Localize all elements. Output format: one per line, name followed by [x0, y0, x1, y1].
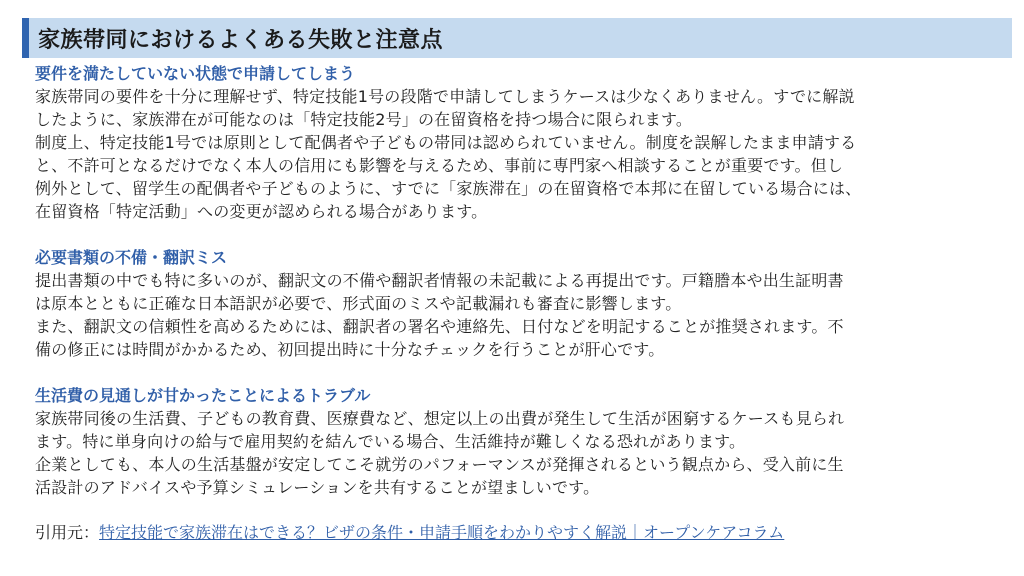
paragraph-line: 制度上、特定技能1号では原則として配偶者や子どもの帯同は認められていません。制度を誤解したまま申請する: [35, 133, 857, 152]
page-title: 家族帯同におけるよくある失敗と注意点: [38, 27, 444, 53]
paragraph-line: 備の修正には時間がかかるため、初回提出時に十分なチェックを行うことが肝心です。: [35, 340, 665, 359]
paragraph-line: 活設計のアドバイスや予算シミュレーションを共有することが望ましいです。: [35, 478, 600, 497]
paragraph-line: は原本とともに正確な日本語訳が必要で、形式面のミスや記載漏れも審査に影響します。: [35, 294, 682, 313]
paragraph-line: したように、家族滞在が可能なのは「特定技能2号」の在留資格を持つ場合に限られます。: [35, 110, 693, 129]
section-heading: 必要書類の不備・翻訳ミス: [35, 248, 228, 267]
paragraph-line: 在留資格「特定活動」への変更が認められる場合があります。: [35, 202, 488, 221]
section-requirements: [35, 62, 1007, 223]
citation-link[interactable]: 特定技能で家族滞在はできる？ビザの条件・申請手順をわかりやすく解説｜オープンケアコラム: [99, 523, 785, 542]
section-documents: [35, 246, 1007, 361]
section-heading: 要件を満たしていない状態で申請してしまう: [35, 64, 356, 83]
paragraph-line: と、不許可となるだけでなく本人の信用にも影響を与えるため、事前に専門家へ相談することが重要です。但し: [35, 156, 844, 175]
citation: [35, 521, 1007, 544]
citation-label: 引用元：: [35, 523, 100, 542]
section-heading: 生活費の見通しが甘かったことによるトラブル: [35, 386, 371, 405]
paragraph-line: 提出書類の中でも特に多いのが、翻訳文の不備や翻訳者情報の未記載による再提出です。戸籍謄本や出生証明書: [35, 271, 844, 290]
paragraph-line: 家族帯同の要件を十分に理解せず、特定技能1号の段階で申請してしまうケースは少なくありません。すでに解説: [35, 87, 855, 106]
paragraph-line: ます。特に単身向けの給与で雇用契約を結んでいる場合、生活維持が難しくなる恐れがあります。: [35, 432, 746, 451]
title-bar: [22, 18, 1012, 58]
content-area: [35, 62, 1007, 544]
paragraph-line: 家族帯同後の生活費、子どもの教育費、医療費など、想定以上の出費が発生して生活が困窮するケースも見られ: [35, 409, 845, 428]
paragraph-line: 企業としても、本人の生活基盤が安定してこそ就労のパフォーマンスが発揮されるという観点から、受入前に生: [35, 455, 844, 474]
paragraph-line: また、翻訳文の信頼性を高めるためには、翻訳者の署名や連絡先、日付などを明記することが推奨されます。不: [35, 317, 844, 336]
paragraph-line: 例外として、留学生の配偶者や子どものように、すでに「家族滞在」の在留資格で本邦に在留している場合には、: [35, 179, 862, 198]
section-living-costs: [35, 384, 1007, 499]
